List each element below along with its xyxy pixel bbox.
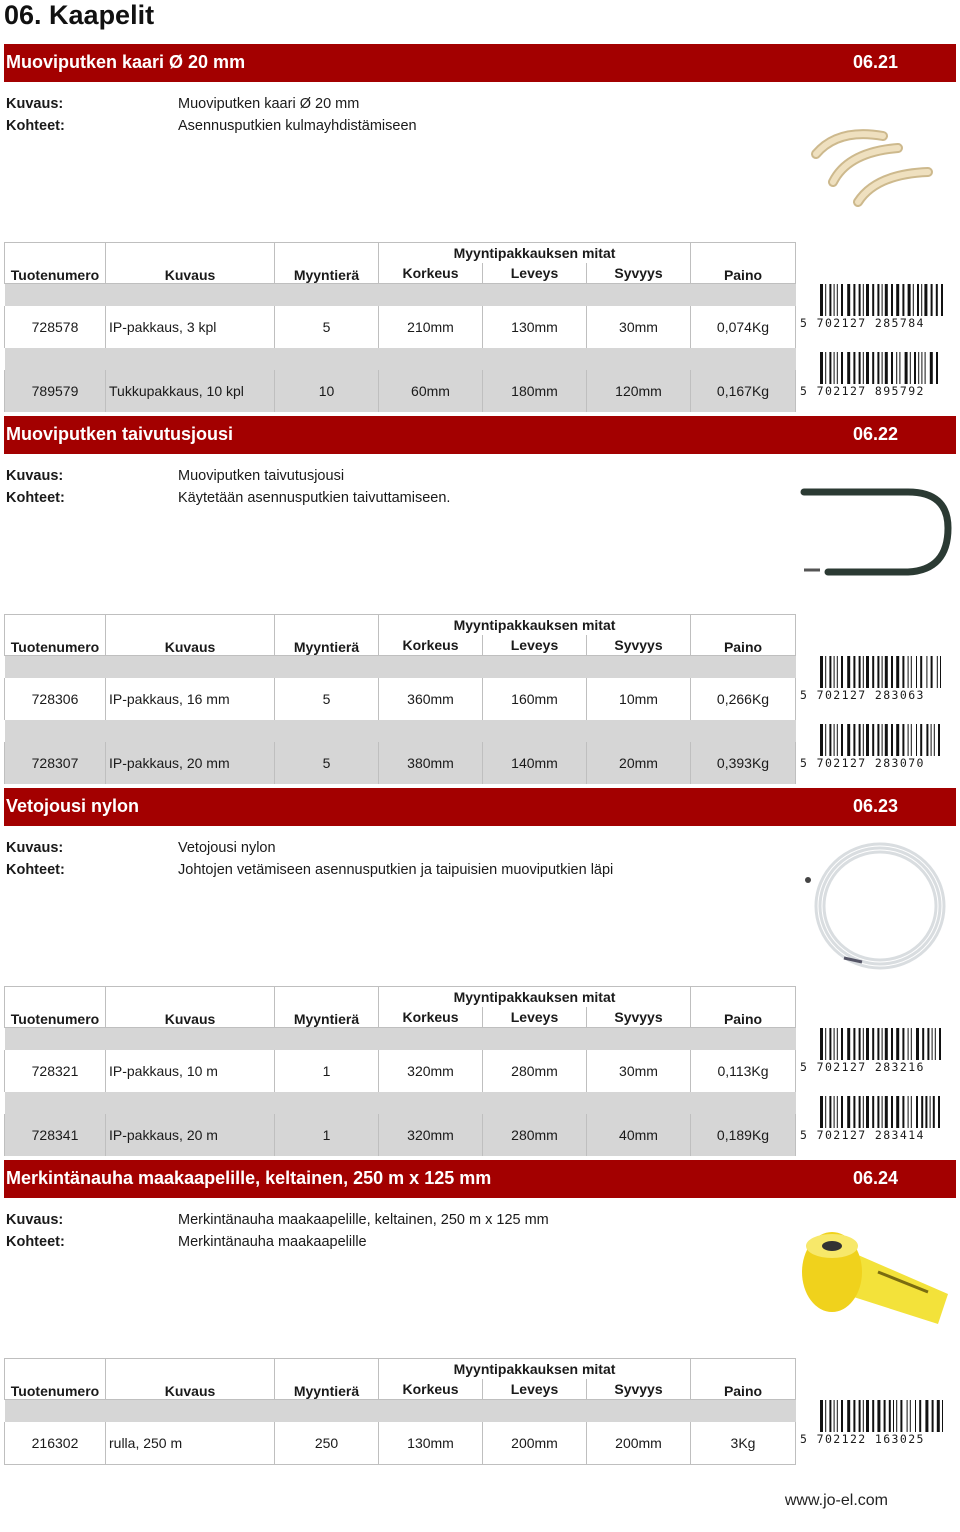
barcode bbox=[800, 1096, 956, 1144]
footer-url: www.jo-el.com bbox=[784, 1492, 888, 1509]
cell-korkeus: 380mm bbox=[379, 742, 483, 784]
cell-korkeus: 360mm bbox=[379, 678, 483, 720]
col-tuotenumero: Tuotenumero bbox=[5, 987, 106, 1028]
section-header bbox=[4, 416, 956, 454]
cell-korkeus: 320mm bbox=[379, 1050, 483, 1092]
section-header bbox=[4, 44, 956, 82]
spec-table bbox=[4, 614, 796, 784]
cell-syvyys: 120mm bbox=[587, 370, 691, 412]
cell-leveys: 160mm bbox=[483, 678, 587, 720]
cell-leveys: 180mm bbox=[483, 370, 587, 412]
section-code: 06.21 bbox=[852, 52, 898, 72]
kuvaus-label: Kuvaus: bbox=[6, 96, 64, 112]
col-korkeus: Korkeus bbox=[379, 635, 483, 656]
cell-leveys: 280mm bbox=[483, 1050, 587, 1092]
cell-myyntiera: 5 bbox=[275, 306, 379, 348]
cell-myyntiera: 1 bbox=[275, 1114, 379, 1156]
cell-kuvaus: Tukkupakkaus, 10 kpl bbox=[106, 370, 275, 412]
barcode bbox=[800, 352, 956, 400]
col-korkeus: Korkeus bbox=[379, 263, 483, 284]
kuvaus-label: Kuvaus: bbox=[6, 468, 64, 484]
cell-korkeus: 210mm bbox=[379, 306, 483, 348]
cell-syvyys: 40mm bbox=[587, 1114, 691, 1156]
cell-syvyys: 10mm bbox=[587, 678, 691, 720]
barcode-number: 5 702127 283070 bbox=[800, 756, 925, 770]
barcode bbox=[800, 1400, 956, 1448]
col-leveys: Leveys bbox=[483, 1379, 587, 1400]
cell-leveys: 280mm bbox=[483, 1114, 587, 1156]
barcode bbox=[800, 724, 956, 772]
cell-tuotenumero: 728307 bbox=[5, 742, 106, 784]
col-tuotenumero: Tuotenumero bbox=[5, 615, 106, 656]
kuvaus-label: Kuvaus: bbox=[6, 840, 64, 856]
col-syvyys: Syvyys bbox=[587, 635, 691, 656]
col-myyntiera: Myyntierä bbox=[275, 987, 379, 1028]
section-title: Merkintänauha maakaapelille, keltainen, 250 m x 125 mm bbox=[6, 1168, 492, 1188]
table-row bbox=[5, 306, 796, 348]
cell-syvyys: 30mm bbox=[587, 306, 691, 348]
col-myyntiera: Myyntierä bbox=[275, 1359, 379, 1400]
cell-paino: 0,074Kg bbox=[691, 306, 796, 348]
cell-syvyys: 200mm bbox=[587, 1422, 691, 1465]
cell-kuvaus: IP-pakkaus, 16 mm bbox=[106, 678, 275, 720]
cell-paino: 0,189Kg bbox=[691, 1114, 796, 1156]
cell-paino: 0,113Kg bbox=[691, 1050, 796, 1092]
col-kuvaus: Kuvaus bbox=[106, 615, 275, 656]
col-tuotenumero: Tuotenumero bbox=[5, 243, 106, 284]
cell-myyntiera: 10 bbox=[275, 370, 379, 412]
col-paino: Paino bbox=[691, 243, 796, 284]
cell-myyntiera: 250 bbox=[275, 1422, 379, 1465]
barcode-number: 5 702122 163025 bbox=[800, 1432, 925, 1446]
barcode bbox=[800, 284, 956, 332]
kohteet-value: Johtojen vetämiseen asennusputkien ja taipuisien muoviputkien läpi bbox=[178, 862, 614, 878]
col-korkeus: Korkeus bbox=[379, 1007, 483, 1028]
section-title: Muoviputken taivutusjousi bbox=[6, 424, 234, 444]
cell-leveys: 130mm bbox=[483, 306, 587, 348]
col-leveys: Leveys bbox=[483, 635, 587, 656]
kohteet-label: Kohteet: bbox=[6, 862, 65, 878]
table-row bbox=[5, 1114, 796, 1156]
cell-leveys: 200mm bbox=[483, 1422, 587, 1465]
cell-tuotenumero: 728578 bbox=[5, 306, 106, 348]
col-kuvaus: Kuvaus bbox=[106, 243, 275, 284]
cell-tuotenumero: 728341 bbox=[5, 1114, 106, 1156]
barcode-number: 5 702127 283216 bbox=[800, 1060, 925, 1074]
bending-spring-photo-icon bbox=[798, 466, 956, 606]
barcode bbox=[800, 656, 956, 704]
cell-syvyys: 30mm bbox=[587, 1050, 691, 1092]
product-section-06-22 bbox=[0, 416, 960, 788]
kohteet-label: Kohteet: bbox=[6, 490, 65, 506]
nylon-coil-photo-icon bbox=[798, 834, 956, 974]
col-group-mitat: Myyntipakkauksen mitat bbox=[379, 243, 691, 264]
section-code: 06.23 bbox=[852, 796, 898, 816]
barcode-number: 5 702127 895792 bbox=[800, 384, 925, 398]
product-section-06-24 bbox=[0, 1160, 960, 1532]
cell-kuvaus: IP-pakkaus, 3 kpl bbox=[106, 306, 275, 348]
col-leveys: Leveys bbox=[483, 263, 587, 284]
cell-paino: 0,393Kg bbox=[691, 742, 796, 784]
col-myyntiera: Myyntierä bbox=[275, 615, 379, 656]
col-paino: Paino bbox=[691, 1359, 796, 1400]
col-korkeus: Korkeus bbox=[379, 1379, 483, 1400]
col-kuvaus: Kuvaus bbox=[106, 987, 275, 1028]
section-header bbox=[4, 788, 956, 826]
section-header bbox=[4, 1160, 956, 1198]
product-section-06-21 bbox=[0, 44, 960, 416]
kuvaus-label: Kuvaus: bbox=[6, 1212, 64, 1228]
spec-table bbox=[4, 1358, 796, 1465]
table-row bbox=[5, 678, 796, 720]
cell-tuotenumero: 789579 bbox=[5, 370, 106, 412]
product-section-06-23 bbox=[0, 788, 960, 1160]
cell-korkeus: 320mm bbox=[379, 1114, 483, 1156]
col-syvyys: Syvyys bbox=[587, 1379, 691, 1400]
cell-kuvaus: IP-pakkaus, 20 m bbox=[106, 1114, 275, 1156]
cell-syvyys: 20mm bbox=[587, 742, 691, 784]
cell-tuotenumero: 728321 bbox=[5, 1050, 106, 1092]
kohteet-value: Käytetään asennusputkien taivuttamiseen. bbox=[178, 490, 451, 506]
table-row bbox=[5, 1050, 796, 1092]
kohteet-value: Asennusputkien kulmayhdistämiseen bbox=[178, 118, 417, 134]
kohteet-label: Kohteet: bbox=[6, 1234, 65, 1250]
pipe-bend-photo-icon bbox=[798, 94, 956, 234]
col-group-mitat: Myyntipakkauksen mitat bbox=[379, 1359, 691, 1380]
warning-tape-photo-icon bbox=[798, 1206, 956, 1346]
cell-kuvaus: IP-pakkaus, 10 m bbox=[106, 1050, 275, 1092]
col-tuotenumero: Tuotenumero bbox=[5, 1359, 106, 1400]
table-row bbox=[5, 370, 796, 412]
section-title: Vetojousi nylon bbox=[6, 796, 140, 816]
page-title: 06. Kaapelit bbox=[4, 0, 155, 30]
spec-table bbox=[4, 986, 796, 1156]
kuvaus-value: Muoviputken kaari Ø 20 mm bbox=[178, 96, 360, 112]
cell-paino: 0,266Kg bbox=[691, 678, 796, 720]
barcode-number: 5 702127 283063 bbox=[800, 688, 925, 702]
cell-paino: 3Kg bbox=[691, 1422, 796, 1465]
barcode bbox=[800, 1028, 956, 1076]
col-myyntiera: Myyntierä bbox=[275, 243, 379, 284]
kuvaus-value: Merkintänauha maakaapelille, keltainen, 250 m x 125 mm bbox=[178, 1212, 549, 1228]
cell-kuvaus: rulla, 250 m bbox=[106, 1422, 275, 1465]
cell-tuotenumero: 216302 bbox=[5, 1422, 106, 1465]
cell-myyntiera: 5 bbox=[275, 742, 379, 784]
cell-myyntiera: 5 bbox=[275, 678, 379, 720]
col-paino: Paino bbox=[691, 987, 796, 1028]
col-paino: Paino bbox=[691, 615, 796, 656]
col-syvyys: Syvyys bbox=[587, 263, 691, 284]
cell-leveys: 140mm bbox=[483, 742, 587, 784]
kuvaus-value: Muoviputken taivutusjousi bbox=[178, 468, 345, 484]
col-leveys: Leveys bbox=[483, 1007, 587, 1028]
col-group-mitat: Myyntipakkauksen mitat bbox=[379, 987, 691, 1008]
col-syvyys: Syvyys bbox=[587, 1007, 691, 1028]
col-kuvaus: Kuvaus bbox=[106, 1359, 275, 1400]
barcode-number: 5 702127 283414 bbox=[800, 1128, 925, 1142]
kuvaus-value: Vetojousi nylon bbox=[178, 840, 276, 856]
kohteet-label: Kohteet: bbox=[6, 118, 65, 134]
cell-tuotenumero: 728306 bbox=[5, 678, 106, 720]
cell-paino: 0,167Kg bbox=[691, 370, 796, 412]
cell-korkeus: 60mm bbox=[379, 370, 483, 412]
section-code: 06.24 bbox=[852, 1168, 898, 1188]
cell-myyntiera: 1 bbox=[275, 1050, 379, 1092]
section-title: Muoviputken kaari Ø 20 mm bbox=[6, 52, 246, 72]
col-group-mitat: Myyntipakkauksen mitat bbox=[379, 615, 691, 636]
cell-kuvaus: IP-pakkaus, 20 mm bbox=[106, 742, 275, 784]
kohteet-value: Merkintänauha maakaapelille bbox=[178, 1234, 367, 1250]
barcode-number: 5 702127 285784 bbox=[800, 316, 925, 330]
table-row bbox=[5, 742, 796, 784]
section-code: 06.22 bbox=[852, 424, 898, 444]
spec-table bbox=[4, 242, 796, 412]
cell-korkeus: 130mm bbox=[379, 1422, 483, 1465]
table-row bbox=[5, 1422, 796, 1465]
